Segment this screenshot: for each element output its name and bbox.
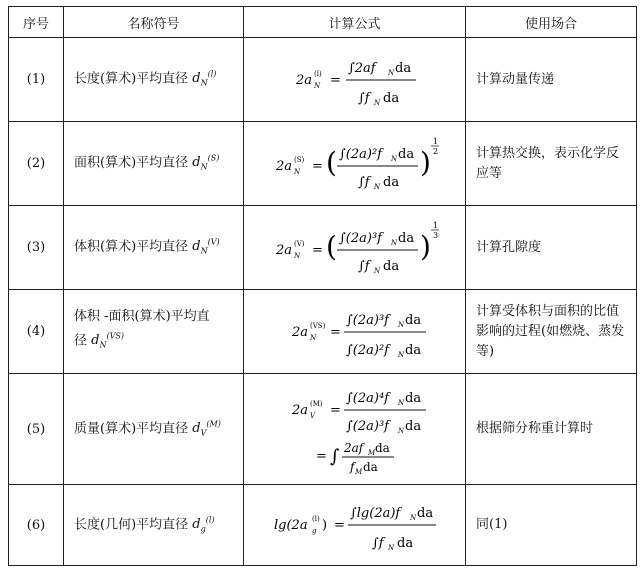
svg-text:N: N <box>374 99 381 107</box>
svg-text:da: da <box>398 231 415 246</box>
row-index: (1) <box>9 38 64 122</box>
row-usage: 计算受体积与面积的比值影响的过程(如燃烧、蒸发等) <box>466 290 637 374</box>
symbol: $d_N^{(S)}$ <box>192 154 220 172</box>
svg-text:N: N <box>391 155 398 163</box>
svg-text:2af: 2af <box>344 441 364 455</box>
svg-text:V: V <box>310 412 316 420</box>
svg-text:N: N <box>314 82 321 90</box>
table-row <box>9 374 637 485</box>
svg-text:=: = <box>334 518 345 533</box>
name-line2: 径 $d_N^{(VS)}$ <box>74 332 124 350</box>
svg-text:2a: 2a <box>292 403 309 418</box>
svg-text:2a: 2a <box>296 73 313 88</box>
symbol: $d_N^{(VS)}$ <box>91 332 124 350</box>
symbol: $d_g^{(l)}$ <box>192 515 215 534</box>
header-formula: 计算公式 <box>244 7 466 38</box>
svg-text:∫(2a)³f: ∫(2a)³f <box>346 313 389 328</box>
svg-text:∫f: ∫f <box>358 175 370 190</box>
svg-text:lg(2a: lg(2a <box>274 518 308 533</box>
svg-text:N: N <box>310 334 317 342</box>
diameter-table <box>8 6 637 566</box>
table-row <box>9 485 637 566</box>
svg-text:N: N <box>410 514 417 522</box>
row-name <box>64 206 244 290</box>
table-row <box>9 290 637 374</box>
svg-text:∫f: ∫f <box>358 91 370 106</box>
svg-text:da: da <box>405 343 422 358</box>
row-usage: 计算动量传递 <box>466 38 637 122</box>
svg-text:da: da <box>363 460 378 474</box>
svg-text:N: N <box>388 69 395 77</box>
row-formula <box>244 374 466 485</box>
svg-text:(: ( <box>326 146 337 179</box>
header-row <box>9 7 637 38</box>
svg-text:=: = <box>312 159 323 174</box>
row-name <box>64 122 244 206</box>
name-text: 长度(几何)平均直径 <box>74 516 189 532</box>
svg-text:M: M <box>368 449 376 457</box>
svg-text:da: da <box>417 506 434 521</box>
svg-text:∫f: ∫f <box>358 259 370 274</box>
svg-text:): ) <box>420 146 431 179</box>
row-usage: 同(1) <box>466 485 637 566</box>
row-index: (6) <box>9 485 64 566</box>
svg-text:∫f: ∫f <box>372 536 384 551</box>
svg-text:(l): (l) <box>314 70 322 78</box>
svg-text:(S): (S) <box>294 156 305 164</box>
name-text: 长度(算术)平均直径 <box>74 71 189 87</box>
svg-text:3: 3 <box>433 231 439 240</box>
row-usage: 计算孔隙度 <box>466 206 637 290</box>
svg-text:N: N <box>388 544 395 552</box>
svg-text:N: N <box>294 252 301 260</box>
symbol: $d_V^{(M)}$ <box>192 419 221 438</box>
row-index: (4) <box>9 290 64 374</box>
svg-text:da: da <box>383 175 400 190</box>
svg-text:∫(2a)³f: ∫(2a)³f <box>346 419 389 434</box>
formula-svg <box>244 290 465 373</box>
symbol: $d_N^{(V)}$ <box>192 238 220 256</box>
svg-text:M: M <box>355 468 363 476</box>
svg-text:=: = <box>330 325 341 340</box>
symbol: $d_N^{(l)}$ <box>192 70 217 88</box>
svg-text:(: ( <box>326 230 337 263</box>
row-formula <box>244 122 466 206</box>
formula-svg <box>244 122 465 205</box>
row-formula <box>244 38 466 122</box>
svg-text:(V): (V) <box>294 240 305 248</box>
svg-text:g: g <box>312 527 317 535</box>
svg-text:∫(2a)²f: ∫(2a)²f <box>339 147 382 162</box>
svg-text:∫: ∫ <box>330 446 340 467</box>
svg-text:(VS): (VS) <box>310 322 326 330</box>
svg-text:=: = <box>330 403 341 418</box>
name-text: 体积(算术)平均直径 <box>74 239 189 255</box>
svg-text:N: N <box>398 351 405 359</box>
svg-text:da: da <box>398 147 415 162</box>
svg-text:N: N <box>294 168 301 176</box>
svg-text:=: = <box>312 243 323 258</box>
svg-text:): ) <box>420 230 431 263</box>
svg-text:∫(2a)²f: ∫(2a)²f <box>346 343 389 358</box>
row-index: (3) <box>9 206 64 290</box>
header-index: 序号 <box>9 7 64 38</box>
svg-text:): ) <box>322 518 328 533</box>
svg-text:N: N <box>391 239 398 247</box>
header-name: 名称符号 <box>64 7 244 38</box>
svg-text:2: 2 <box>433 147 439 156</box>
svg-text:∫2af: ∫2af <box>348 61 376 76</box>
svg-text:da: da <box>405 313 422 328</box>
row-formula <box>244 206 466 290</box>
svg-text:2a: 2a <box>292 325 309 340</box>
row-name <box>64 290 244 374</box>
name-text-line1: 体积 -面积(算术)平均直 <box>74 309 210 325</box>
svg-text:1: 1 <box>433 137 439 146</box>
svg-text:(l): (l) <box>312 515 320 523</box>
svg-text:da: da <box>395 61 412 76</box>
row-usage: 根据筛分称重计算时 <box>466 374 637 485</box>
table-row <box>9 38 637 122</box>
svg-text:N: N <box>374 267 381 275</box>
svg-text:N: N <box>374 183 381 191</box>
row-formula <box>244 485 466 566</box>
svg-text:f: f <box>350 460 355 474</box>
name-text: 质量(算术)平均直径 <box>74 420 189 436</box>
row-usage: 计算热交换，表示化学反应等 <box>466 122 637 206</box>
formula-svg <box>244 485 465 565</box>
svg-text:(M): (M) <box>310 400 323 408</box>
row-name <box>64 485 244 566</box>
formula-svg <box>244 38 465 121</box>
row-index: (5) <box>9 374 64 485</box>
row-name <box>64 374 244 485</box>
name-text: 面积(算术)平均直径 <box>74 155 189 171</box>
table-row <box>9 206 637 290</box>
svg-text:1: 1 <box>433 221 439 230</box>
svg-text:2a: 2a <box>276 243 293 258</box>
svg-text:da: da <box>375 441 390 455</box>
svg-text:da: da <box>405 391 422 406</box>
svg-text:da: da <box>397 536 414 551</box>
svg-text:∫(2a)³f: ∫(2a)³f <box>339 231 382 246</box>
svg-text:da: da <box>383 91 400 106</box>
row-index: (2) <box>9 122 64 206</box>
table-row <box>9 122 637 206</box>
svg-text:∫(2a)⁴f: ∫(2a)⁴f <box>346 391 389 406</box>
svg-text:N: N <box>398 427 405 435</box>
svg-text:∫lg(2a)f: ∫lg(2a)f <box>350 506 401 521</box>
header-usage: 使用场合 <box>466 7 637 38</box>
svg-text:da: da <box>383 259 400 274</box>
formula-svg <box>244 374 465 484</box>
svg-text:=: = <box>330 73 341 88</box>
row-name <box>64 38 244 122</box>
svg-text:da: da <box>405 419 422 434</box>
svg-text:N: N <box>398 399 405 407</box>
svg-text:=: = <box>316 449 327 464</box>
formula-svg <box>244 206 465 289</box>
svg-text:N: N <box>398 321 405 329</box>
row-formula <box>244 290 466 374</box>
svg-text:2a: 2a <box>276 159 293 174</box>
